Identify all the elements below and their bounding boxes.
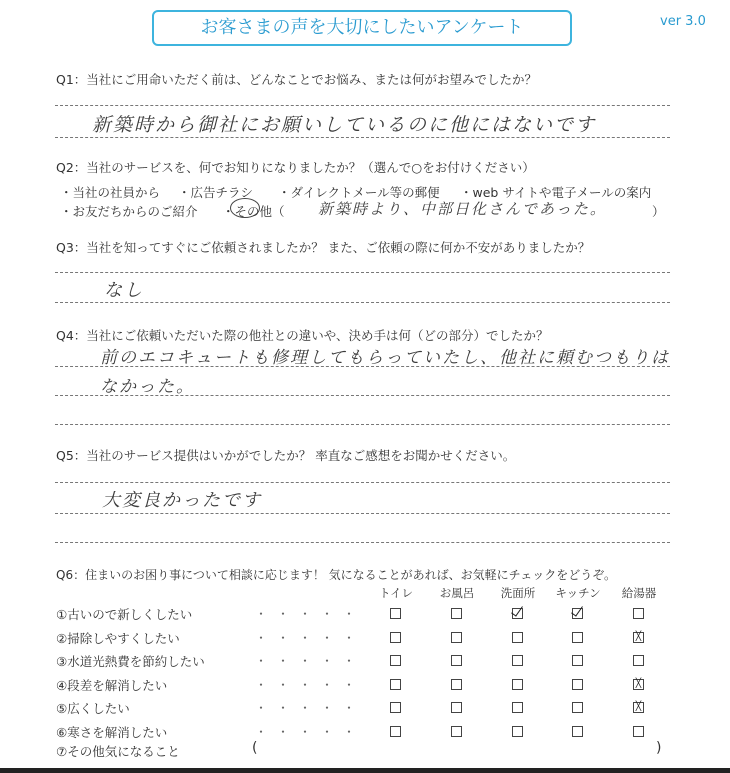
q2-close-paren: ） [652, 204, 665, 219]
q6-other-open-paren: ( [252, 740, 258, 756]
q6-checkbox-cleaning-3[interactable] [572, 632, 583, 643]
q6-row-label-old: ①古いので新しくしたい [56, 607, 193, 622]
q6-checkbox-old-4[interactable] [633, 608, 644, 619]
q5-answer-rule-2 [55, 513, 670, 514]
q4-answer-rule-3 [55, 424, 670, 425]
q6-checkbox-utility-2[interactable] [512, 655, 523, 666]
q6-checkbox-utility-4[interactable] [633, 655, 644, 666]
q5-answer: 大変良かったです [102, 490, 262, 511]
q6-checkbox-utility-3[interactable] [572, 655, 583, 666]
q2-option-other: ・その他（ [222, 204, 285, 219]
q6-row-dots: ・・・・・ [255, 677, 366, 692]
q6-checkbox-step-3[interactable] [572, 679, 583, 690]
q2-option-mail: ・ダイレクトメール等の郵便 [278, 185, 440, 200]
q6-checkbox-space-2[interactable] [512, 702, 523, 713]
q6-checkbox-utility-0[interactable] [390, 655, 401, 666]
q2-option-flyer: ・広告チラシ [178, 185, 254, 200]
q3-answer: なし [104, 280, 144, 301]
q6-checkbox-cleaning-1[interactable] [451, 632, 462, 643]
q6-other-close-paren: ) [656, 740, 662, 756]
q6-checkbox-old-0[interactable] [390, 608, 401, 619]
q6-checkbox-cleaning-4[interactable] [633, 632, 644, 643]
bottom-bar [0, 768, 730, 773]
q6-checkbox-utility-1[interactable] [451, 655, 462, 666]
q6-row-dots: ・・・・・ [255, 654, 366, 668]
q6-checkbox-space-4[interactable] [633, 702, 644, 713]
q6-checkbox-cold-4[interactable] [633, 726, 644, 737]
q1-answer-line-1 [55, 105, 670, 106]
q6-checkbox-cleaning-0[interactable] [390, 632, 401, 643]
q3-answer-line-1 [55, 272, 670, 273]
q5-answer-rule-3 [55, 542, 670, 543]
q6-col-kitchen: キッチン [555, 586, 601, 600]
q6-checkbox-cold-2[interactable] [512, 726, 523, 737]
q6-checkbox-cleaning-2[interactable] [512, 632, 523, 643]
q6-checkbox-space-3[interactable] [572, 702, 583, 713]
survey-title: お客さまの声を大切にしたいアンケート [152, 10, 572, 46]
q6-checkbox-cold-3[interactable] [572, 726, 583, 737]
q3-answer-line-2 [55, 302, 670, 303]
q6-checkbox-old-3[interactable] [572, 608, 583, 619]
q5-answer-rule-1 [55, 482, 670, 483]
q3-question: Q3：当社を知ってすぐにご依頼されましたか？ また、ご依頼の際に何か不安がありましたか？ [56, 240, 591, 255]
q6-row-label-cold: ⑥寒さを解消したい [56, 724, 168, 740]
q4-answer-line-2: なかった。 [100, 377, 195, 397]
q6-checkbox-cold-0[interactable] [390, 726, 401, 737]
q6-row-dots: ・・・・・ [255, 701, 366, 715]
q6-col-water-heater: 給湯器 [621, 586, 657, 600]
q6-checkbox-step-1[interactable] [451, 679, 462, 690]
version-label: ver 3.0 [660, 14, 706, 29]
q6-other-label: ⑦その他気になること [56, 744, 180, 759]
q1-answer: 新築時から御社にお願いしているのに他にはないです [92, 114, 597, 136]
q6-checkbox-step-4[interactable] [633, 679, 644, 690]
q4-answer-line-1: 前のエコキュートも修理してもらっていたし、他社に頼むつもりは [100, 348, 670, 368]
q6-checkbox-space-0[interactable] [390, 702, 401, 713]
q4-answer-rule-2 [55, 395, 670, 396]
q2-option-friend: ・お友だちからのご紹介 [60, 204, 198, 219]
q6-row-label-utility: ③水道光熱費を節約したい [56, 654, 205, 669]
q6-checkbox-step-0[interactable] [390, 679, 401, 690]
q6-row-label-space: ⑤広くしたい [56, 701, 130, 716]
q2-other-answer: 新築時より、中部日化さんであった。 [318, 200, 607, 218]
q6-row-label-cleaning: ②掃除しやすくしたい [56, 630, 180, 646]
q6-row-dots: ・・・・・ [255, 607, 366, 621]
q6-col-toilet: トイレ [379, 586, 413, 600]
q2-option-web: ・web サイトや電子メールの案内 [460, 185, 652, 200]
q6-row-dots: ・・・・・ [255, 724, 366, 739]
q1-question: Q1：当社にご用命いただく前は、どんなことでお悩み、または何がお望みでしたか？ [56, 72, 538, 87]
q6-checkbox-old-2[interactable] [512, 608, 523, 619]
q6-row-label-step: ④段差を解消したい [56, 677, 168, 693]
q5-question: Q5：当社のサービス提供はいかがでしたか？ 率直なご感想をお聞かせください。 [56, 448, 516, 463]
q6-col-washroom: 洗面所 [500, 586, 536, 600]
q6-checkbox-space-1[interactable] [451, 702, 462, 713]
q6-row-dots: ・・・・・ [255, 630, 366, 645]
q2-question: Q2：当社のサービスを、何でお知りになりましたか？（選んで○をお付けください） [56, 160, 535, 175]
q2-option-staff: ・当社の社員から [60, 185, 161, 200]
q1-answer-line-2 [55, 137, 670, 138]
q4-question: Q4：当社にご依頼いただいた際の他社との違いや、決め手は何（どの部分）でしたか？ [56, 328, 549, 343]
q6-question: Q6：住まいのお困り事について相談に応じます！ 気になることがあれば、お気軽にチェックをどうぞ。 [56, 568, 617, 582]
q6-checkbox-cold-1[interactable] [451, 726, 462, 737]
q4-answer-rule-1 [55, 366, 670, 367]
q6-col-bath: お風呂 [439, 586, 475, 600]
q6-checkbox-step-2[interactable] [512, 679, 523, 690]
q6-checkbox-old-1[interactable] [451, 608, 462, 619]
